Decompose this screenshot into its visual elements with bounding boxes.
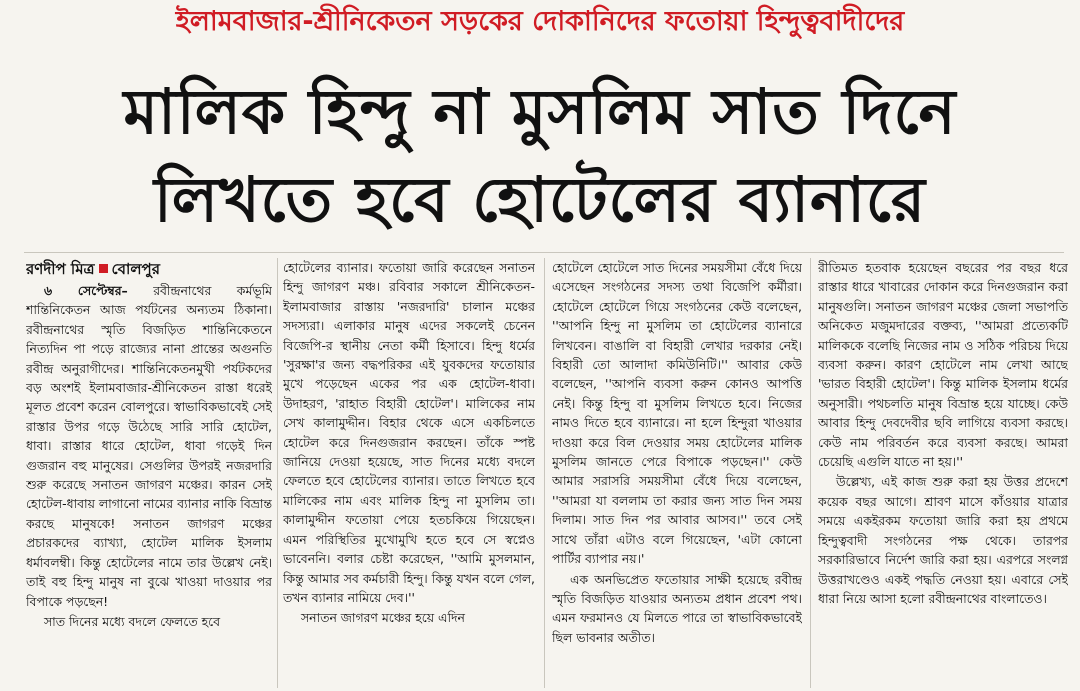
paragraph [26, 281, 272, 611]
paragraph: উল্লেখ্য, এই কাজ শুরু করা হয় উত্তর প্রদেশে কয়েক বছর আগে। শ্রাবণ মাসে কাঁওয়ার যাত্রার সময়ে একইরকম ফতোয়া জারি করা হয় প্রথমে হিন্দুত্ববাদী সংগঠনের পক্ষ থেকে। তারপর সরকারিভাবে নির্দেশ জারি করা হয়। এরপরে সংলগ্ন উত্তরাখণ্ডেও একই পদ্ধতি নেওয়া হয়। এবারে সেই ধারা নিয়ে আসা হলো রবীন্দ্রনাথের বাংলাতেও। [818, 474, 1068, 606]
article-column-4 [818, 258, 1068, 688]
column-divider [810, 258, 811, 688]
dateline: ৬ সেপ্টেম্বর– [44, 283, 128, 298]
kicker-headline: ইলামবাজার-শ্রীনিকেতন সড়কের দোকানিদের ফতোয়া হিন্দুত্ববাদীদের [175, 6, 905, 37]
paragraph: হোটেলে হোটেলে সাত দিনের সময়সীমা বেঁধে দিয়ে এসেছেন সংগঠনের সদস্য তথা বিজেপি কর্মীরা। হোটেলে হোটেলে গিয়ে সংগঠনের কেউ বলেছেন, ''আপনি হিন্দু না মুসলিম তা হোটেলের ব্যানারে লিখবেন। বাঙালি বা বিহারী লেখার দরকার নেই। বিহারী তো আলাদা কমিউনিটি।'' আবার কেউ বলেছেন, ''আপনি ব্যবসা করুন কোনও আপত্তি নেই। কিন্তু হিন্দু বা মুসলিম লিখতে হবে। নিজের নামও দিতে হবে ব্যানারে। না হলে হিন্দুরা খাওয়ার দাওয়া করে বিল দেওয়ার সময় হোটেলের মালিক মুসলিম জানতে পেরে বিপাকে পড়ছেন।'' কেউ আমার সরাসরি সময়সীমা বেঁধে দিয়ে বলেছেন, ''আমরা যা বললাম তা করার জন্য সাত দিন সময় দিলাম। সাত দিন পর আবার আসব।'' তবে সেই সাথে তাঁরা এটাও বলে গিয়েছেন, 'এটা কোনো পার্টির ব্যাপার নয়।' [552, 260, 802, 567]
paragraph-text: রবীন্দ্রনাথের কর্মভূমি শান্তিনিকেতন আজ পর্যটনের অন্যতম ঠিকানা। রবীন্দ্রনাথের স্মৃতি বিজড়িত শান্তিনিকেতনে নিত্যদিন পা পড়ে রাজ্যের নানা প্রান্তের অগুনতি রবীন্দ্র অনুরাগীদের। শান্তিনিকেতনমুখী পর্যটকদের বড় অংশই ইলামবাজার-শ্রীনিকেতন রাস্তা ধরেই মূলত প্রবেশ করেন বোলপুরে। স্বাভাবিকভাবেই সেই রাস্তার উপর গড়ে উঠেছে সারি সারি হোটেল, ধাবা। রাস্তার ধারে হোটেল, ধাবা গড়েই দিন গুজরান বহু মানুষের। সেগুলির উপরই নজরদারি শুরু করেছে সনাতন জাগরণ মঞ্চের। কারন সেই হোটেল-ধাবায় লাগানো নামের ব্যানার নাকি বিভ্রান্ত করছে মানুষকে! সনাতন জাগরণ মঞ্চের প্রচারকদের ব্যাখ্যা, হোটেল মালিক ইসলাম ধর্মাবলম্বী। কিন্তু হোটেলের নামে তার উল্লেখ নেই। তাই বহু হিন্দু মানুষ না বুঝে খাওয়া দাওয়ার পর বিপাকে পড়ছেন! [26, 283, 272, 609]
paragraph: সনাতন জাগরণ মঞ্চের হয়ে এদিন [301, 610, 465, 626]
article-column-1 [26, 258, 272, 688]
article-column-2 [283, 258, 535, 688]
paragraph: এক অনভিপ্রেত ফতোয়ার সাক্ষী হয়েছে রবীন্দ্র স্মৃতি বিজড়িত যাওয়ার অন্যতম প্রধান প্রবেশ পথ। এমন ফরমানও যে মিলতে পারে তা স্বাভাবিকভাবেই ছিল ভাবনার অতীত। [552, 571, 802, 645]
headline-line-1: মালিক হিন্দু না মুসলিম সাত দিনে [123, 75, 957, 148]
article-column-3 [552, 258, 802, 688]
headline-divider [24, 252, 1064, 253]
byline [26, 258, 272, 280]
byline-place: বোলপুর [111, 260, 160, 278]
paragraph: সাত দিনের মধ্যে বদলে ফেলতে হবে [44, 613, 221, 629]
byline-author: রণদীপ মিত্র [26, 260, 95, 278]
paragraph: রীতিমত হতবাক হয়েছেন বছরের পর বছর ধরে রাস্তার ধারে খাবারের দোকান করে দিনগুজরান করা মানুষগুলি। সনাতন জাগরণ মঞ্চের জেলা সভাপতি অনিকেত মজুমদারের বক্তব্য, ''আমরা প্রত্যেকটি মালিককে বলেছি নিজের নাম ও সঠিক পরিচয় দিয়ে ব্যবসা করুন। কারণ হোটেলে নাম লেখা আছে 'ভারত বিহারী হোটেল'। কিন্তু মালিক ইসলাম ধর্মের অনুসারী। পথচলতি মানুষ বিভ্রান্ত হয়ে যাচ্ছে। কেউ আবার হিন্দু দেবদেবীর ছবি লাগিয়ে ব্যবসা করছে। কেউ নাম পরিবর্তন করে ব্যবসা করছে। আমরা চেয়েছি এগুলি যাতে না হয়।'' [818, 260, 1068, 470]
column-divider [544, 258, 545, 688]
column-divider [277, 258, 278, 688]
headline-line-2: লিখতে হবে হোটেলের ব্যানারে [154, 163, 926, 236]
paragraph: হোটেলের ব্যানার। ফতোয়া জারি করেছেন সনাতন হিন্দু জাগরণ মঞ্চ। রবিবার সকালে শ্রীনিকেতন-ইলামবাজার রাস্তায় 'নজরদারি' চালান মঞ্চের সদস্যরা। এলাকার মানুষ এদের সকলেই চেনেন বিজেপি-র স্থানীয় নেতা কর্মী হিসাবে। হিন্দু ধর্মের 'সুরক্ষা'র জন্য বদ্ধপরিকর এই যুবকদের ফতোয়ার মুখে পড়েছেন একের পর এক হোটেল-ধাবা। উদাহরণ, 'রাহাত বিহারী হোটেল'। মালিকের নাম সেখ কালামুদ্দীন। বিহার থেকে এসে একচিলতে হোটেল করে দিনগুজরান করছেন। তাঁকে স্পষ্ট জানিয়ে দেওয়া হয়েছে, সাত দিনের মধ্যে বদলে ফেলতে হবে হোটেলের ব্যানার। তাতে লিখতে হবে মালিকের নাম এবং মালিক হিন্দু না মুসলিম তা। কালামুদ্দীন ফতোয়া পেয়ে হতচকিয়ে গিয়েছেন। এমন পরিস্থিতির মুখোমুখি হতে হবে সে স্বপ্নেও ভাবেননি। বলার চেষ্টা করেছেন, ''আমি মুসলমান, কিন্তু আমার সব কর্মচারী হিন্দু। কিন্তু যখন বলে গেল, তখন ব্যানার নামিয়ে দেব।'' [283, 260, 535, 605]
byline-bullet-icon [99, 264, 108, 273]
